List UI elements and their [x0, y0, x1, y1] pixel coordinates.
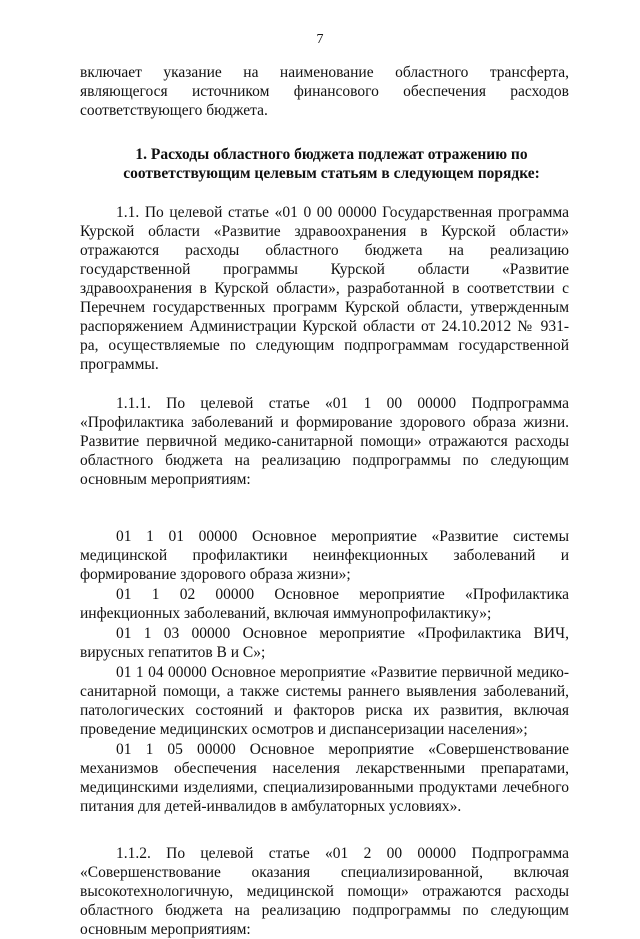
measure-01-1-05: 01 1 05 00000 Основное мероприятие «Совершенствование механизмов обеспечения населения лекарственными препаратами, медицинскими изделиями, специализированными продуктами лечебного питания для детей-инвалидов в амбулаторных условиях».	[80, 741, 569, 815]
measure-01-1-01: 01 1 01 00000 Основное мероприятие «Развитие системы медицинской профилактики неинфекционных заболеваний и формирование здорового образа жизни»;	[80, 528, 569, 583]
paragraph-1-1-1: 1.1.1. По целевой статье «01 1 00 00000 Подпрограмма «Профилактика заболеваний и формирование здорового образа жизни. Развитие первичной медико-санитарной помощи» отражаются расходы областного бюджета на реализацию подпрограммы по следующим основным мероприятиям:	[80, 395, 569, 488]
measure-01-1-04: 01 1 04 00000 Основное мероприятие «Развитие первичной медико-санитарной помощи, а также системы раннего выявления заболеваний, патологических состояний и факторов риска их развития, включая проведение медицинских осмотров и диспансеризации населения»;	[80, 664, 569, 738]
paragraph-1-1-2: 1.1.2. По целевой статье «01 2 00 00000 Подпрограмма «Совершенствование оказания специализированной, включая высокотехнологичную, медицинской помощи» отражаются расходы областного бюджета на реализацию подпрограммы по следующим основным мероприятиям:	[80, 845, 569, 938]
document-body	[80, 63, 569, 939]
section-heading: 1. Расходы областного бюджета подлежат отражению по соответствующим целевым статьям в следующем порядке:	[123, 146, 540, 182]
measure-01-1-03: 01 1 03 00000 Основное мероприятие «Профилактика ВИЧ, вирусных гепатитов В и С»;	[80, 625, 569, 661]
paragraph-1-1: 1.1. По целевой статье «01 0 00 00000 Государственная программа Курской области «Развитие здравоохранения в Курской области» отражаются расходы областного бюджета на реализацию государственной программы Курской области «Развитие здравоохранения в Курской области», разработанной в соответствии с Перечнем государственных программ Курской области, утвержденным распоряжением Администрации Курской области от 24.10.2012 № 931-ра, осуществляемые по следующим подпрограммам государственной программы.	[80, 204, 569, 373]
intro-paragraph: включает указание на наименование областного трансферта, являющегося источником финансового обеспечения расходов соответствующего бюджета.	[80, 64, 569, 119]
page-number: 7	[316, 32, 324, 47]
measure-01-1-02: 01 1 02 00000 Основное мероприятие «Профилактика инфекционных заболеваний, включая иммунопрофилактику»;	[80, 586, 569, 622]
